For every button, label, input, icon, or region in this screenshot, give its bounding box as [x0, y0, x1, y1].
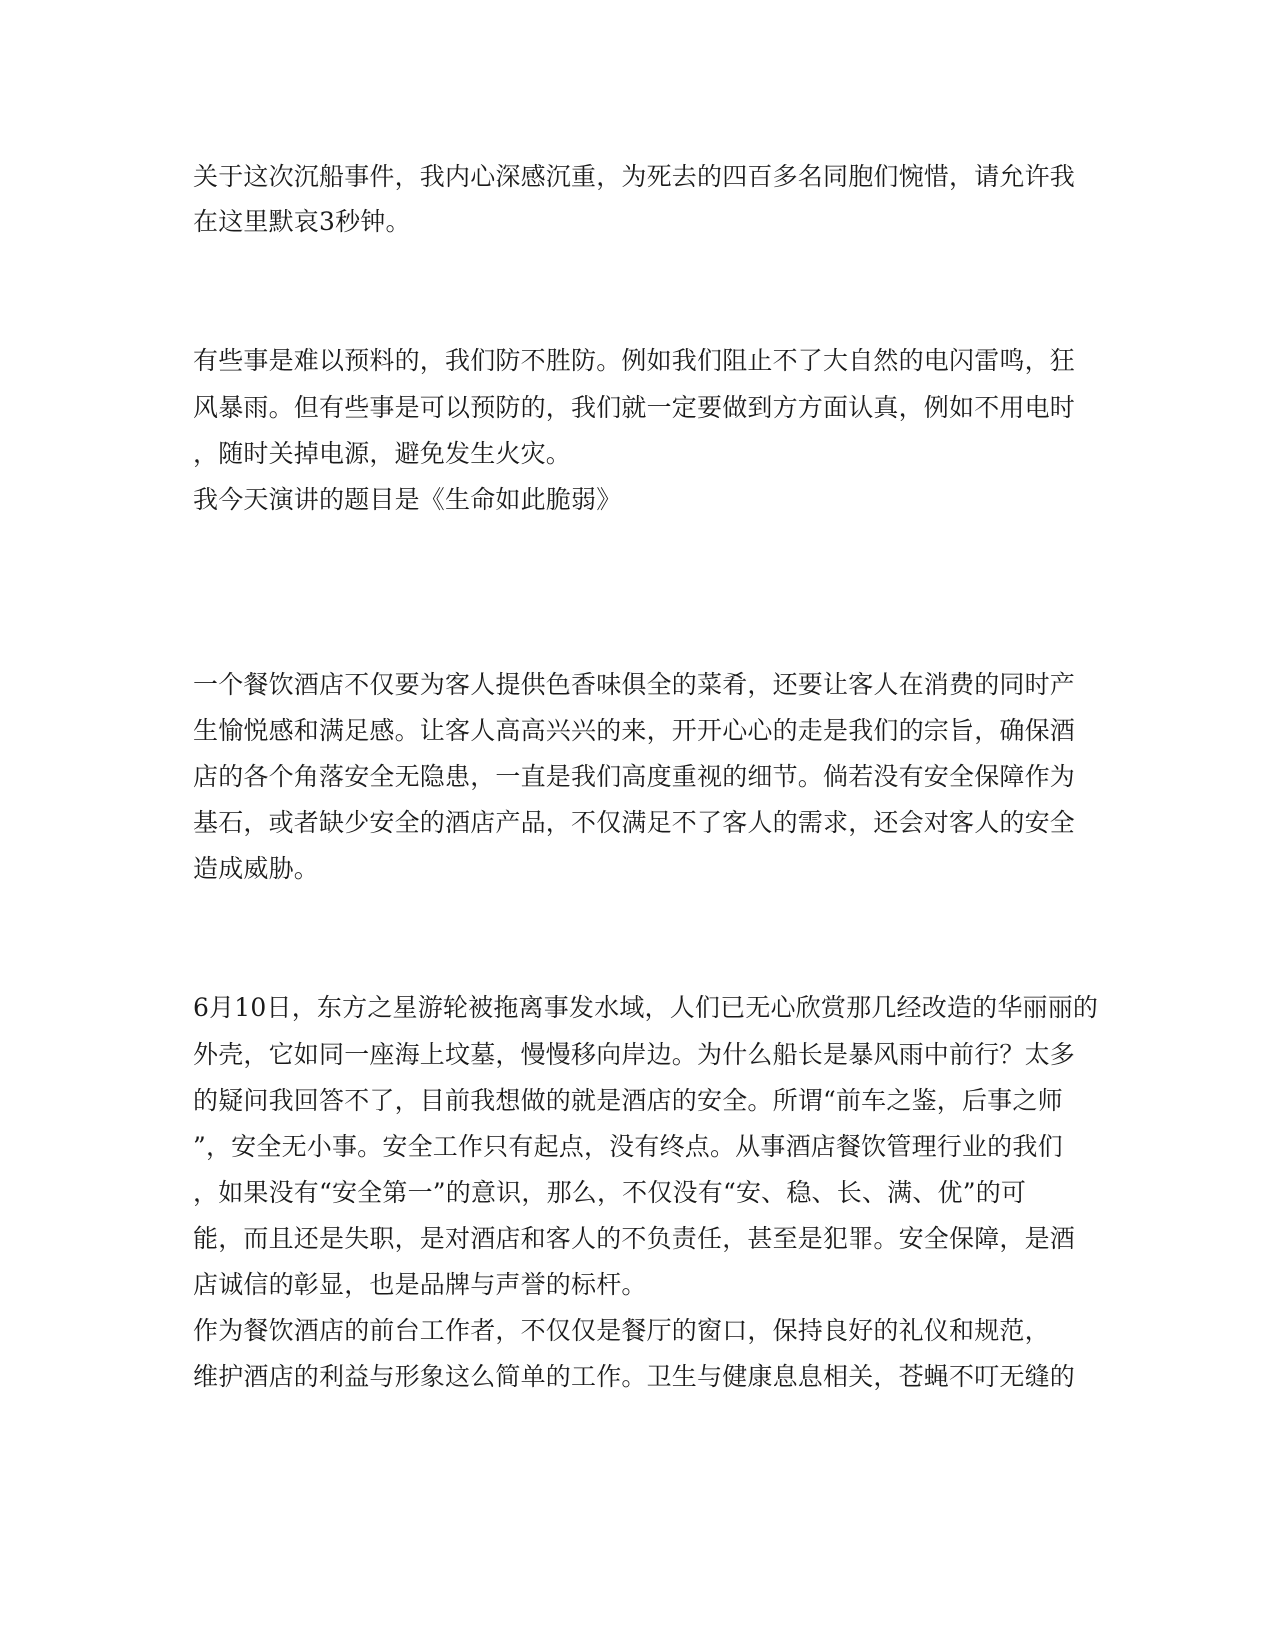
text-line: 有些事是难以预料的，我们防不胜防。例如我们阻止不了大自然的电闪雷鸣，狂 — [193, 346, 1076, 375]
text-line: ”，安全无小事。安全工作只有起点，没有终点。从事酒店餐饮管理行业的我们 — [193, 1132, 1063, 1161]
text-line: 关于这次沉船事件，我内心深感沉重，为死去的四百多名同胞们惋惜，请允许我 — [193, 162, 1076, 191]
text-line: 维护酒店的利益与形象这么简单的工作。卫生与健康息息相关，苍蝇不叮无缝的 — [193, 1362, 1076, 1391]
text-line: 作为餐饮酒店的前台工作者，不仅仅是餐厅的窗口，保持良好的礼仪和规范， — [193, 1316, 1050, 1345]
text-line: 店的各个角落安全无隐患，一直是我们高度重视的细节。倘若没有安全保障作为 — [193, 762, 1076, 791]
text-line: 在这里默哀3秒钟。 — [193, 207, 411, 236]
text-line: 店诚信的彰显，也是品牌与声誉的标杆。 — [193, 1270, 647, 1299]
text-line: 能，而且还是失职，是对酒店和客人的不负责任，甚至是犯罪。安全保障，是酒 — [193, 1224, 1076, 1253]
text-line: 6月10日，东方之星游轮被拖离事发水域，人们已无心欣赏那几经改造的华丽丽的 — [193, 993, 1099, 1022]
text-line: 一个餐饮酒店不仅要为客人提供色香味俱全的菜肴，还要让客人在消费的同时产 — [193, 670, 1076, 699]
text-line: ，随时关掉电源，避免发生火灾。 — [193, 439, 572, 468]
text-line: 生愉悦感和满足感。让客人高高兴兴的来，开开心心的走是我们的宗旨，确保酒 — [193, 716, 1076, 745]
text-line: 造成威胁。 — [193, 854, 320, 883]
text-line: ，如果没有“安全第一”的意识，那么，不仅没有“安、稳、长、满、优”的可 — [193, 1178, 1027, 1207]
text-line: 我今天演讲的题目是《生命如此脆弱》 — [193, 485, 622, 514]
text-line: 基石，或者缺少安全的酒店产品，不仅满足不了客人的需求，还会对客人的安全 — [193, 808, 1076, 837]
text-line: 的疑问我回答不了，目前我想做的就是酒店的安全。所谓“前车之鉴，后事之师 — [193, 1086, 1063, 1115]
text-line: 外壳，它如同一座海上坟墓，慢慢移向岸边。为什么船长是暴风雨中前行？太多 — [193, 1040, 1076, 1069]
text-line: 风暴雨。但有些事是可以预防的，我们就一定要做到方方面认真，例如不用电时 — [193, 393, 1076, 422]
